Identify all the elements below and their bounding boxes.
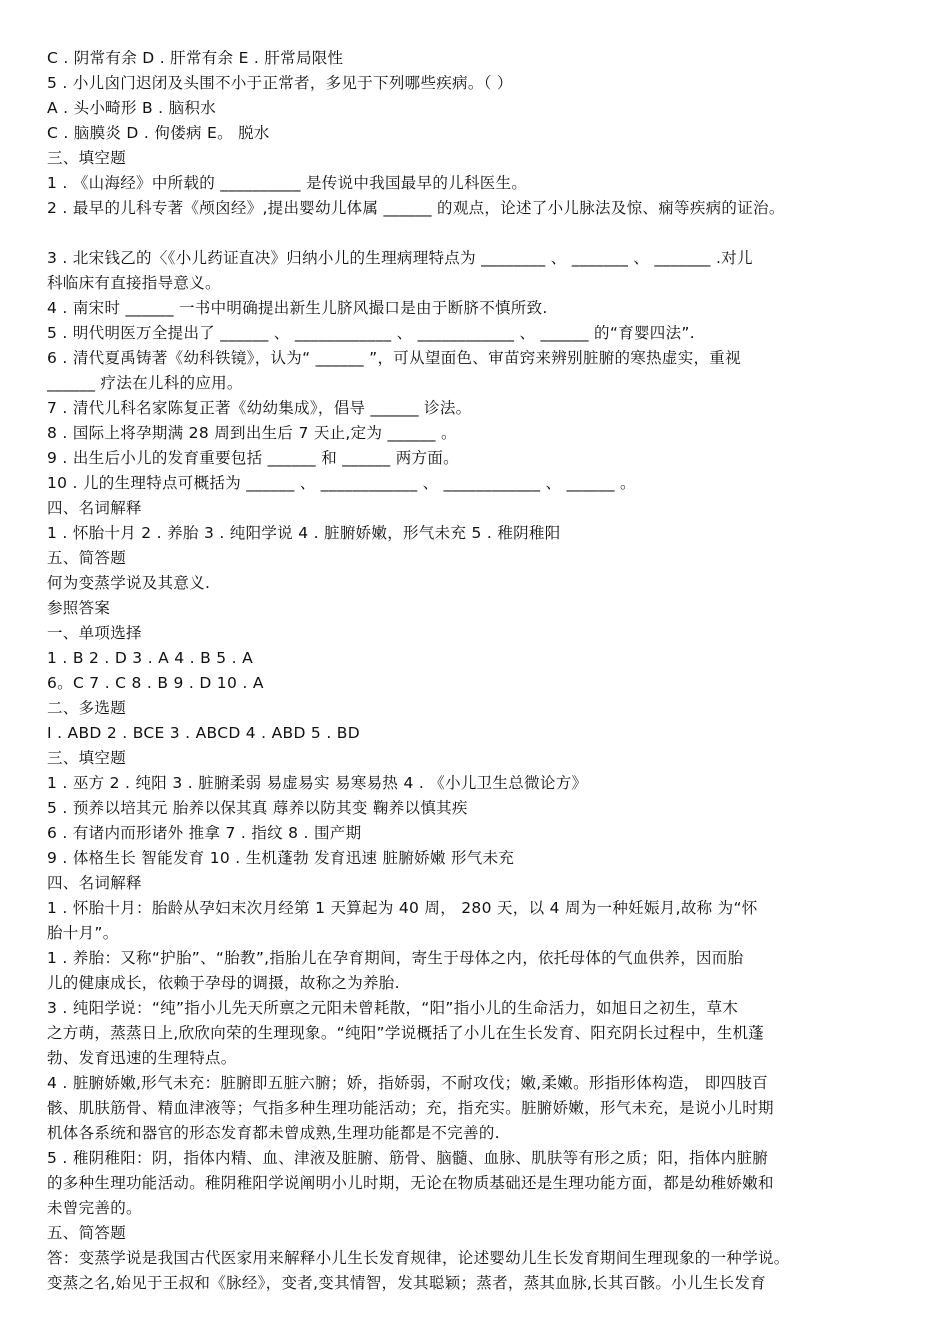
text-line: 5 . 预养以培其元 胎养以保其真 蓐养以防其变 鞠养以慎其疾 [47, 799, 468, 817]
text-line: 5 . 稚阴稚阳：阴，指体内精、血、津液及脏腑、筋骨、脑髓、血脉、肌肤等有形之质；阳，指体内脏腑 [47, 1149, 769, 1167]
text-line: 3 . 北宋钱乙的〈《小儿药证直决》归纳小儿的生理病理特点为 ________ 、 _______ 、 _______ .对儿 [47, 249, 753, 267]
text-line: 7 . 清代儿科名家陈复正著《幼幼集成》，倡导 ______ 诊法。 [47, 399, 472, 417]
text-line: 6。C 7 . C 8 . B 9 . D 10 . A [47, 674, 264, 692]
text-line: 三、填空题 [47, 149, 127, 167]
text-line: 五、简答题 [47, 1224, 127, 1242]
document-page [47, 46, 927, 1296]
text-line: 胎十月”。 [47, 924, 119, 942]
text-line: ______ 疗法在儿科的应用。 [47, 374, 243, 392]
text-line: 五、简答题 [47, 549, 127, 567]
text-line: 何为变蒸学说及其意义. [47, 574, 211, 592]
text-line: 二、多选题 [47, 699, 127, 717]
text-line: 1 . 怀胎十月 2 . 养胎 3 . 纯阳学说 4 . 脏腑娇嫩，形气未充 5 . 稚阴稚阳 [47, 524, 561, 542]
text-line: 的多种生理功能活动。稚阴稚阳学说阐明小儿时期，无论在物质基础还是生理功能方面，都是幼稚娇嫩和 [47, 1174, 774, 1192]
text-line: 1 . B 2 . D 3 . A 4 . B 5 . A [47, 649, 254, 667]
text-line: I . ABD 2 . BCE 3 . ABCD 4 . ABD 5 . BD [47, 724, 360, 742]
text-line: 四、名词解释 [47, 499, 142, 517]
text-line: 变蒸之名,始见于王叔和《脉经》，变者,变其情智，发其聪颖；蒸者，蒸其血脉,长其百骸。小儿生长发育 [47, 1274, 766, 1292]
text-line: 机体各系统和器官的形态发育都未曾成熟,生理功能都是不完善的. [47, 1124, 500, 1142]
text-line: 1 . 怀胎十月：胎龄从孕妇末次月经第 1 天算起为 40 周， 280 天，以 4 周为一种妊娠月,故称 为“怀 [47, 899, 758, 917]
text-line: C . 阴常有余 D . 肝常有余 E . 肝常局限性 [47, 49, 344, 67]
text-line: 10 . 儿的生理特点可概括为 ______ 、 ____________ 、 ____________ 、 ______ 。 [47, 474, 636, 492]
text-line: 答：变蒸学说是我国古代医家用来解释小儿生长发育规律，论述婴幼儿生长发育期间生理现象的一种学说。 [47, 1249, 790, 1267]
text-line: 9 . 出生后小儿的发育重要包括 ______ 和 ______ 两方面。 [47, 449, 459, 467]
text-line: 9 . 体格生长 智能发育 10 . 生机蓬勃 发育迅速 脏腑娇嫩 形气未充 [47, 849, 515, 867]
text-line: 5 . 明代明医万全提出了 ______ 、 ____________ 、 ____________ 、 ______ 的“育婴四法”. [47, 324, 695, 342]
text-line: 三、填空题 [47, 749, 127, 767]
text-line: 6 . 清代夏禹铸著《幼科铁镜》，认为“ ______ ”，可从望面色、审苗窍来辨别脏腑的寒热虚实，重视 [47, 349, 741, 367]
text-line: 1 . 《山海经》中所载的 __________ 是传说中我国最早的儿科医生。 [47, 174, 528, 192]
text-line: 科临床有直接指导意义。 [47, 274, 221, 292]
text-line: 4 . 南宋时 ______ 一书中明确提出新生儿脐风撮口是由于断脐不慎所致. [47, 299, 548, 317]
text-line: 1 . 巫方 2 . 纯阳 3 . 脏腑柔弱 易虚易实 易寒易热 4 . 《小儿卫生总微论方》 [47, 774, 588, 792]
text-line: 6 . 有诸内而形诸外 推拿 7 . 指纹 8 . 围产期 [47, 824, 362, 842]
text-line: 一、单项选择 [47, 624, 142, 642]
text-line: 之方萌，蒸蒸日上,欣欣向荣的生理现象。“纯阳”学说概括了小儿在生长发育、阳充阴长过程中，生机蓬 [47, 1024, 765, 1042]
text-line: 儿的健康成长，依赖于孕母的调摄，故称之为养胎. [47, 974, 400, 992]
text-line: 勃、发育迅速的生理特点。 [47, 1049, 237, 1067]
text-line: 2 . 最早的儿科专著《颅囟经》,提出婴幼儿体属 ______ 的观点，论述了小儿脉法及惊、痫等疾病的证治。 [47, 199, 785, 217]
text-line: 4 . 脏腑娇嫩,形气未充：脏腑即五脏六腑；娇，指娇弱，不耐攻伐；嫩,柔嫩。形指形体构造， 即四肢百 [47, 1074, 768, 1092]
text-line: 1 . 养胎：又称“护胎”、“胎教”,指胎儿在孕育期间，寄生于母体之内，依托母体的气血供养，因而胎 [47, 949, 744, 967]
text-line: 8 . 国际上将孕期满 28 周到出生后 7 天止,定为 ______ 。 [47, 424, 457, 442]
text-line: 参照答案 [47, 599, 111, 617]
text-line: C . 脑膜炎 D . 佝偻病 E。 脱水 [47, 124, 270, 142]
text-line: 3 . 纯阳学说：“纯”指小儿先天所禀之元阳未曾耗散，“阳”指小儿的生命活力，如旭日之初生，草木 [47, 999, 739, 1017]
text-line: 未曾完善的。 [47, 1199, 142, 1217]
text-line: 5 . 小儿囟门迟闭及头围不小于正常者，多见于下列哪些疾病。（ ） [47, 74, 513, 92]
text-line: 四、名词解释 [47, 874, 142, 892]
text-line: 骸、肌肤筋骨、精血津液等；气指多种生理功能活动；充，指充实。脏腑娇嫩，形气未充，是说小儿时期 [47, 1099, 774, 1117]
text-line: A . 头小畸形 B . 脑积水 [47, 99, 217, 117]
